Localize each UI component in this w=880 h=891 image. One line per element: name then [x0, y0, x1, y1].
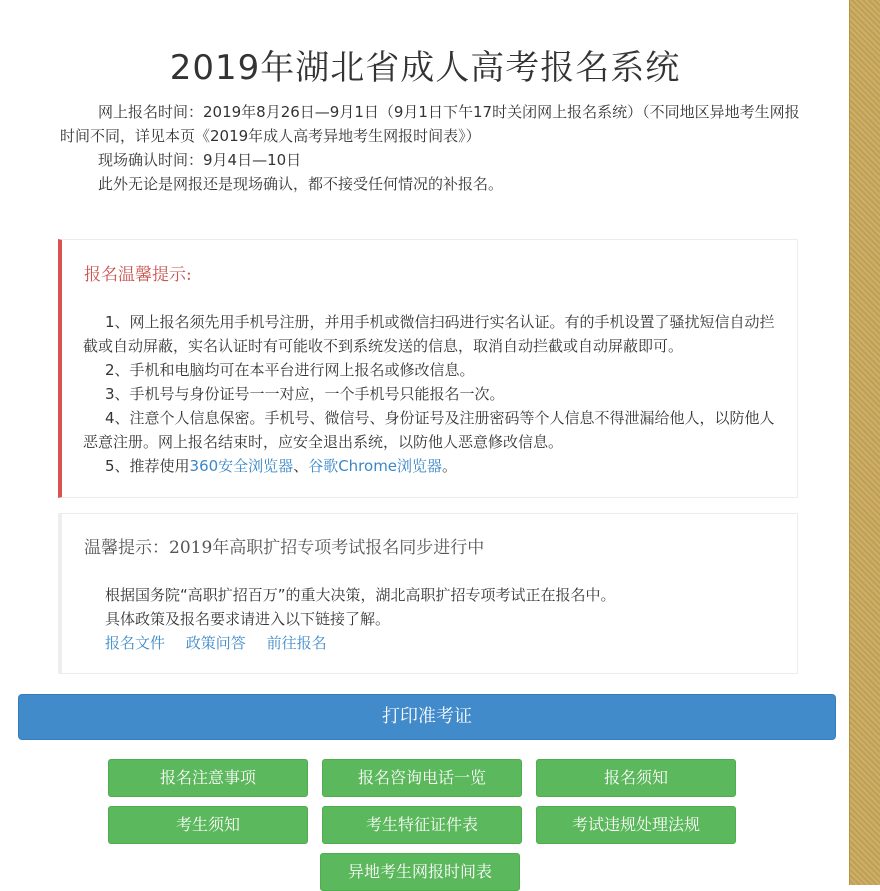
- vocational-links: [105, 631, 783, 655]
- registration-notice-title: 报名温馨提示:: [84, 265, 192, 285]
- print-admission-ticket-button[interactable]: 打印准考证: [18, 694, 836, 740]
- notice-item-1: 1、网上报名须先用手机号注册，并用手机或微信扫码进行实名认证。有的手机设置了骚扰短信自动拦截或自动屏蔽，实名认证时有可能收不到系统发送的信息，取消自动拦截或自动屏蔽即可。: [83, 313, 775, 355]
- vocational-notice-body: [83, 583, 783, 655]
- browser-link-chrome[interactable]: 谷歌Chrome浏览器: [308, 457, 443, 475]
- link-go-register[interactable]: 前往报名: [266, 634, 327, 652]
- page-title: 2019年湖北省成人高考报名系统: [169, 48, 681, 88]
- notice-item-4: 4、注意个人信息保密。手机号、微信号、身份证号及注册密码等个人信息不得泄漏给他人，以防他人恶意注册。网上报名结束时，应安全退出系统，以防他人恶意修改信息。: [83, 409, 775, 451]
- notice-item-5-suffix: 。: [442, 457, 458, 475]
- registration-notice-box: [58, 239, 798, 498]
- registration-notice-body: [83, 310, 783, 478]
- notice-item-2: 2、手机和电脑均可在本平台进行网上报名或修改信息。: [105, 361, 475, 379]
- notice-item-5-prefix: 5、推荐使用: [105, 457, 190, 475]
- consultation-phone-list-button[interactable]: 报名咨询电话一览: [322, 759, 522, 797]
- link-registration-documents[interactable]: 报名文件: [105, 634, 166, 652]
- vocational-notice-box: [58, 513, 798, 674]
- notice-item-3: 3、手机号与身份证号一一对应，一个手机号只能报名一次。: [105, 385, 505, 403]
- nonlocal-schedule-button[interactable]: 异地考生网报时间表: [320, 853, 520, 891]
- intro-confirm-time: 现场确认时间：9月4日—10日: [98, 151, 302, 169]
- intro-text: [60, 100, 800, 196]
- exam-violation-rules-button[interactable]: 考试违规处理法规: [536, 806, 736, 844]
- intro-no-late-registration: 此外无论是网报还是现场确认，都不接受任何情况的补报名。: [98, 175, 504, 193]
- notice-item-5-sep: 、: [293, 457, 309, 475]
- vocational-notice-title: 温馨提示：2019年高职扩招专项考试报名同步进行中: [84, 538, 485, 558]
- notice-item-5: [83, 454, 783, 478]
- vocational-line-2: 具体政策及报名要求请进入以下链接了解。: [105, 610, 391, 628]
- registration-guidelines-button[interactable]: 报名须知: [536, 759, 736, 797]
- candidate-guidelines-button[interactable]: 考生须知: [108, 806, 308, 844]
- browser-link-360[interactable]: 360安全浏览器: [189, 457, 294, 475]
- vocational-line-1: 根据国务院“高职扩招百万”的重大决策，湖北高职扩招专项考试正在报名中。: [105, 586, 616, 604]
- intro-registration-time: 网上报名时间：2019年8月26日—9月1日（9月1日下午17时关闭网上报名系统）（不同地区异地考生网报时间不同，详见本页《2019年成人高考异地考生网报时间表》）: [60, 103, 800, 145]
- right-decorative-strip: [849, 0, 880, 885]
- registration-notes-button[interactable]: 报名注意事项: [108, 759, 308, 797]
- link-policy-qa[interactable]: 政策问答: [185, 634, 246, 652]
- candidate-id-documents-button[interactable]: 考生特征证件表: [322, 806, 522, 844]
